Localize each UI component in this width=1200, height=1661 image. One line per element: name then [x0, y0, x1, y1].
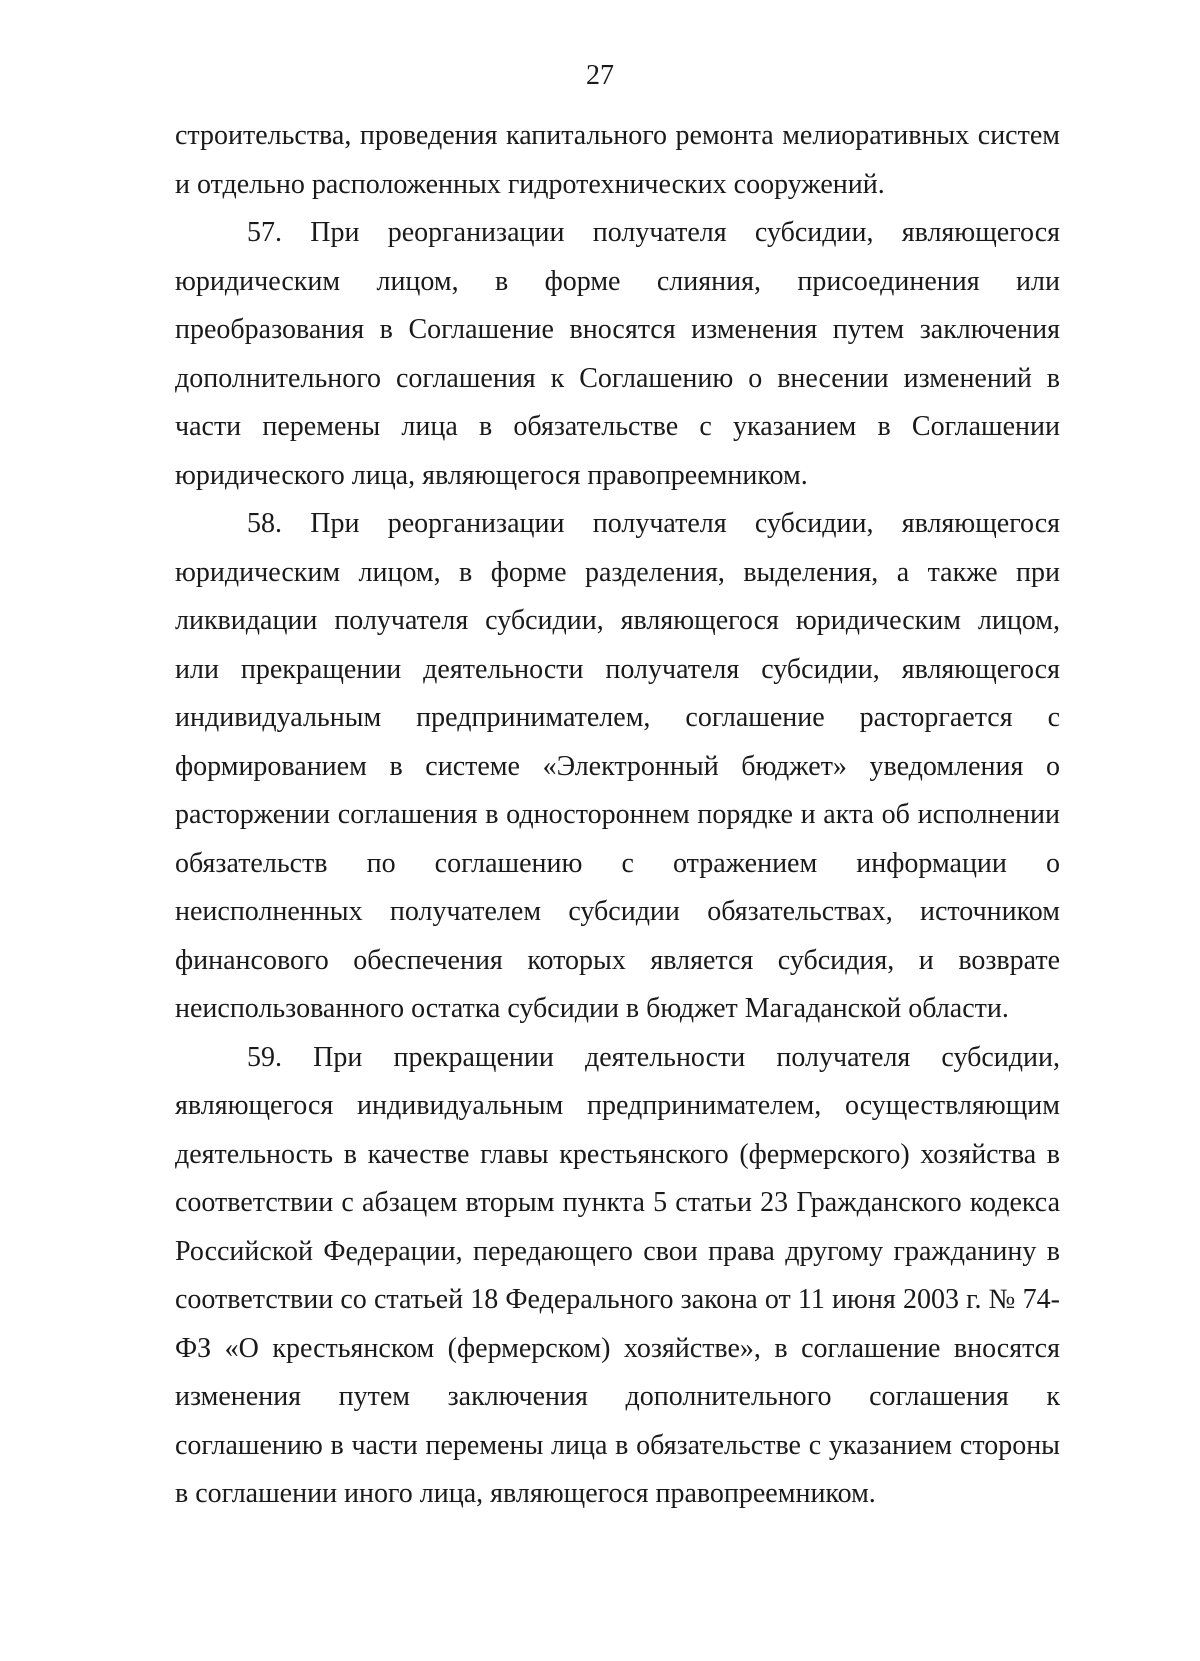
page-number: 27: [586, 60, 614, 91]
paragraph-continuation: строительства, проведения капитального ремонта мелиоративных систем и отдельно расположенных гидротехнических сооружений.: [175, 120, 1060, 200]
paragraph-57: 57. При реорганизации получателя субсидии, являющегося юридическим лицом, в форме слияния, присоединения или преобразования в Соглашение вносятся изменения путем заключения дополнительного соглашения к Соглашению о внесении изменений в части перемены лица в обязательстве с указанием в Соглашении юридического лица, являющегося правопреемником.: [175, 217, 1060, 491]
paragraph-58: 58. При реорганизации получателя субсидии, являющегося юридическим лицом, в форме разделения, выделения, а также при ликвидации получателя субсидии, являющегося юридическим лицом, или прекращении деятельности получателя субсидии, являющегося индивидуальным предпринимателем, соглашение расторгается с формированием в системе «Электронный бюджет» уведомления о расторжении соглашения в одностороннем порядке и акта об исполнении обязательств по соглашению с отражением информации о неисполненных получателем субсидии обязательствах, источником финансового обеспечения которых является субсидия, и возврате неиспользованного остатка субсидии в бюджет Магаданской области.: [175, 508, 1060, 1024]
paragraph-59: 59. При прекращении деятельности получателя субсидии, являющегося индивидуальным предпринимателем, осуществляющим деятельность в качестве главы крестьянского (фермерского) хозяйства в соответствии с абзацем вторым пункта 5 статьи 23 Гражданского кодекса Российской Федерации, передающего свои права другому гражданину в соответствии со статьей 18 Федерального закона от 11 июня 2003 г. № 74-ФЗ «О крестьянском (фермерском) хозяйстве», в соглашение вносятся изменения путем заключения дополнительного соглашения к соглашению в части перемены лица в обязательстве с указанием стороны в соглашении иного лица, являющегося правопреемником.: [175, 1041, 1060, 1509]
document-body: [175, 112, 1060, 1519]
